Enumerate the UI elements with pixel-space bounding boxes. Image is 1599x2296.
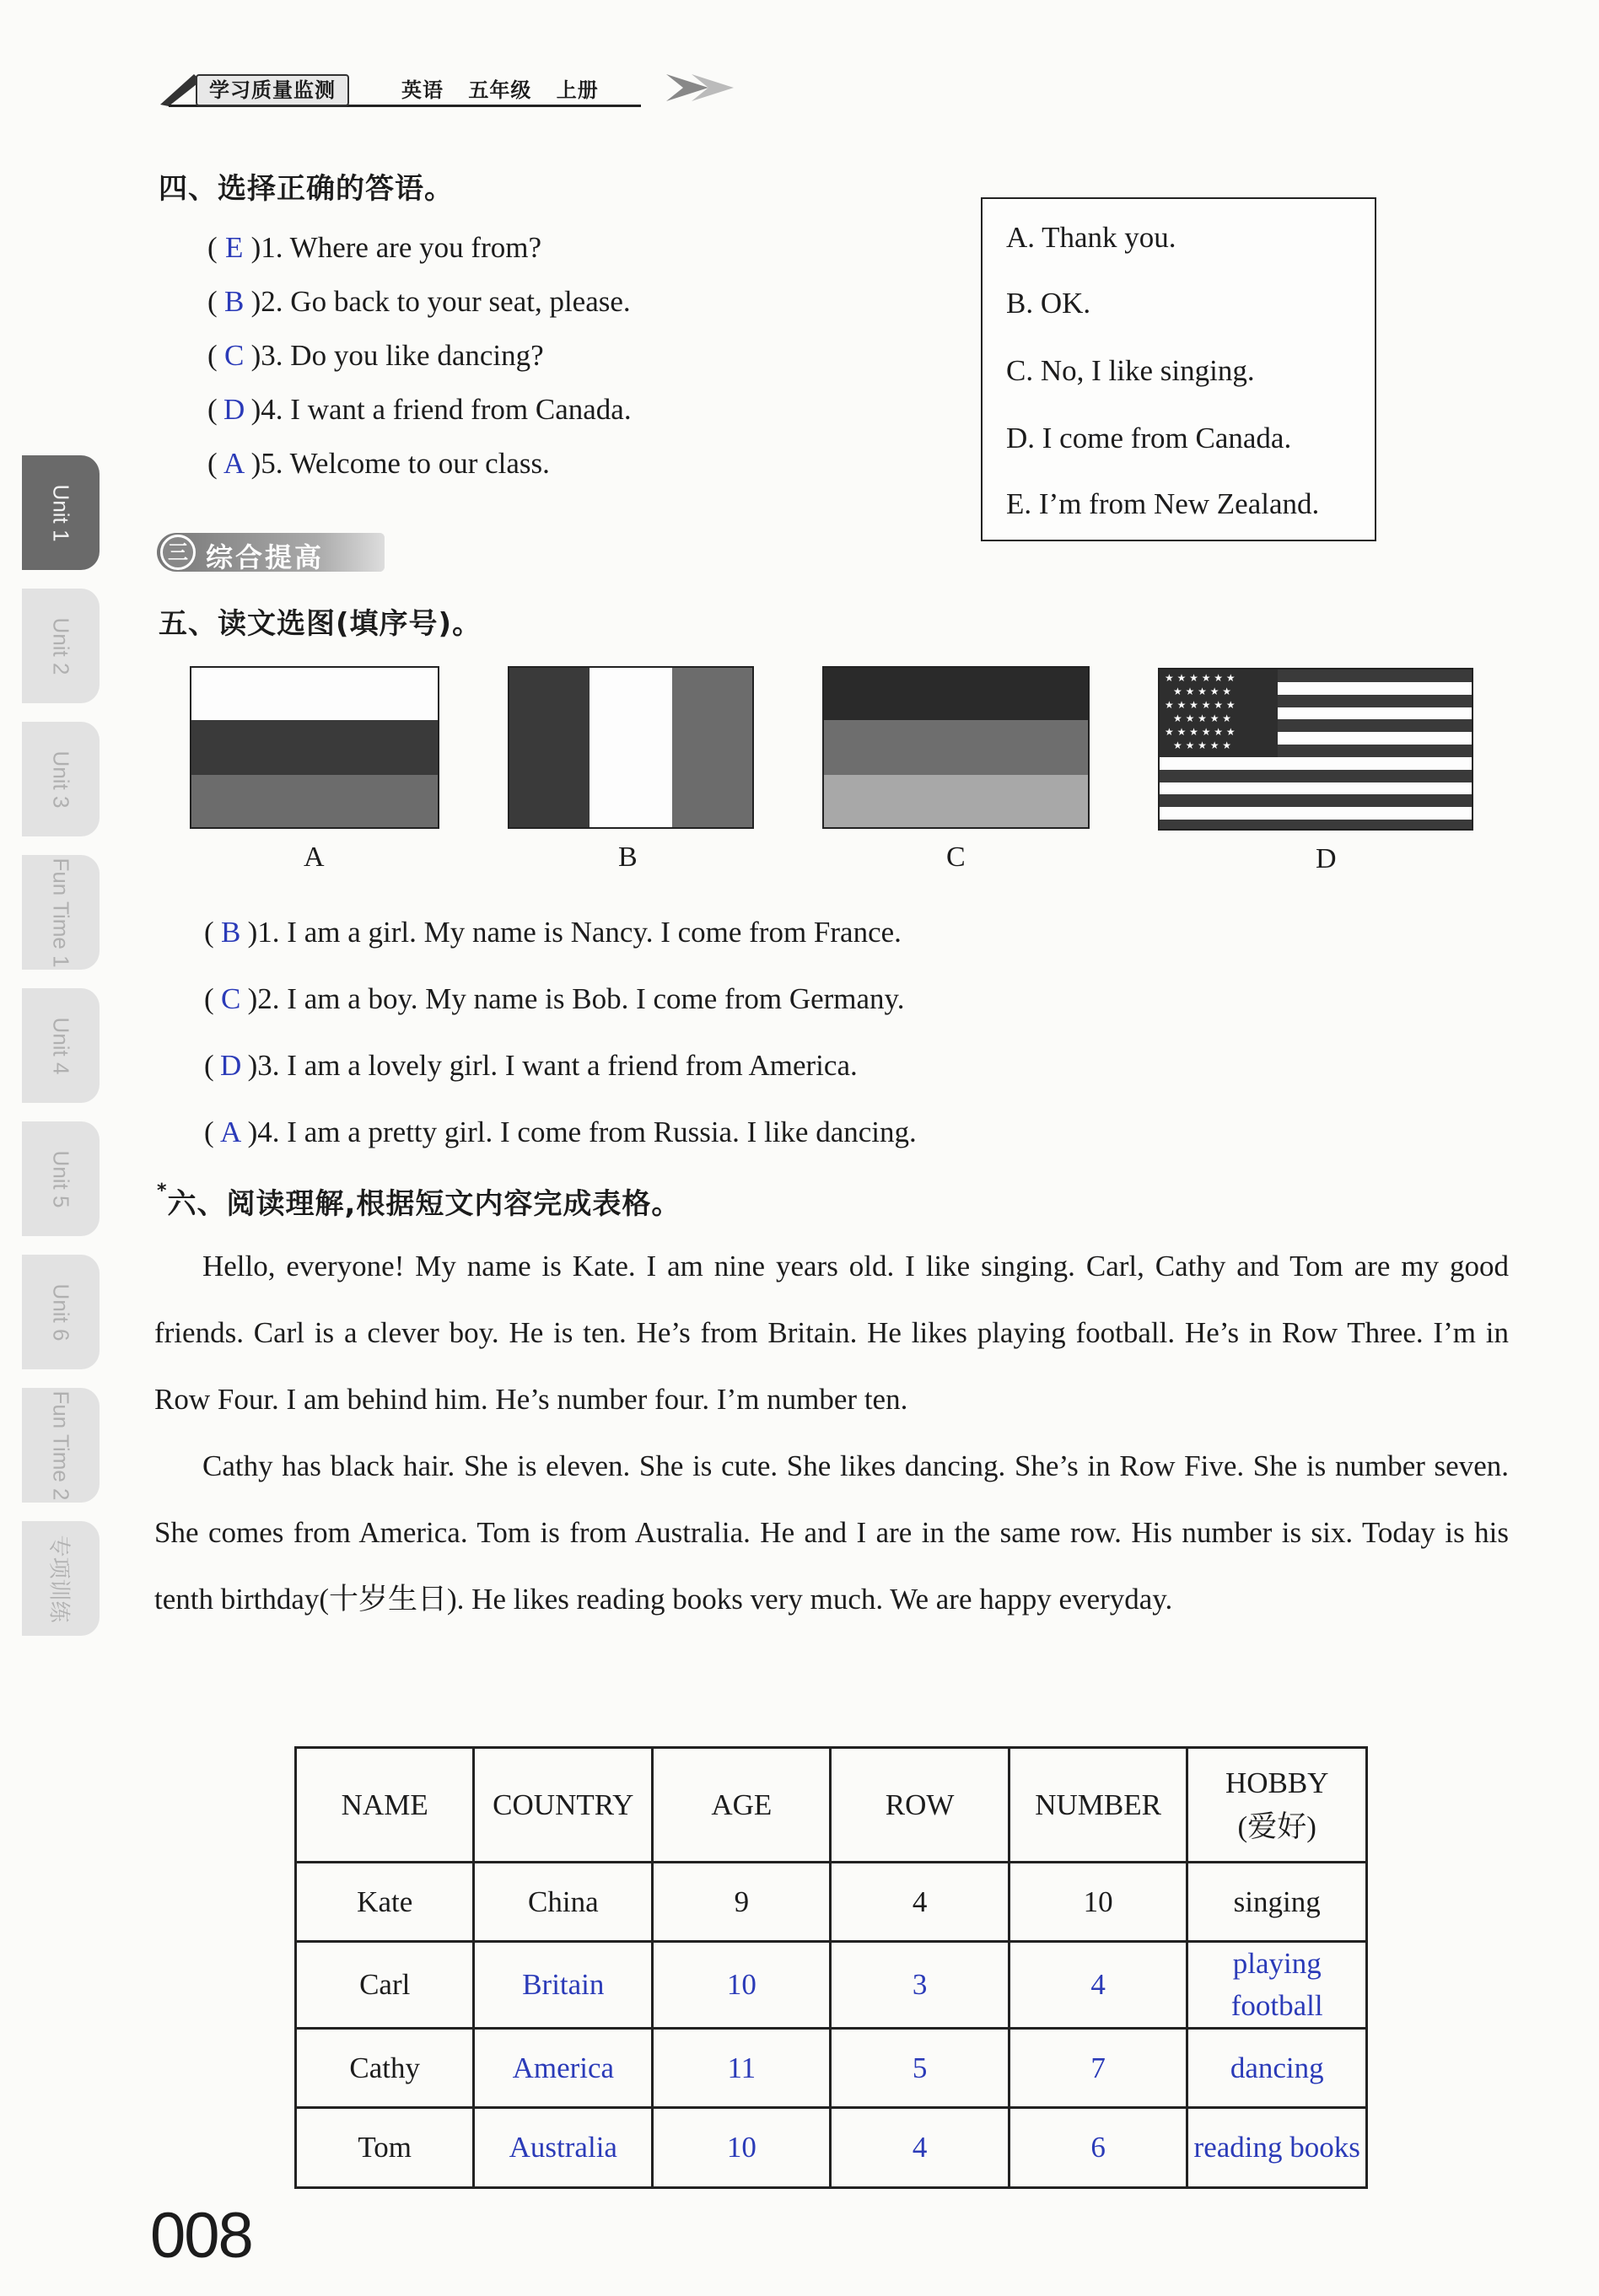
cell-name: Kate xyxy=(296,1863,474,1942)
answer: D xyxy=(220,1049,242,1082)
tab-unit-1[interactable] xyxy=(22,455,100,570)
tab-unit-2[interactable] xyxy=(22,589,100,703)
svg-text:★ ★ ★ ★ ★ ★: ★ ★ ★ ★ ★ ★ xyxy=(1165,699,1236,711)
answer: D xyxy=(223,393,245,426)
optional-star: * xyxy=(157,1180,168,1202)
answer: A xyxy=(223,447,245,480)
question-text: )4. I am a pretty girl. I come from Russia. I like dancing. xyxy=(247,1116,917,1148)
option-c: C. No, I like singing. xyxy=(1006,354,1255,387)
cell-hobby-line-2: football xyxy=(1230,1989,1323,2022)
tab-label: Unit 5 xyxy=(48,1150,74,1207)
reading-passage xyxy=(154,1233,1509,1632)
usa-flag-graphic xyxy=(1160,669,1473,831)
cell-row: 4 xyxy=(831,1863,1009,1942)
flag-label-c: C xyxy=(946,842,966,873)
section-4-title: 四、选择正确的答语。 xyxy=(159,172,454,206)
svg-text:★ ★ ★ ★ ★ ★: ★ ★ ★ ★ ★ ★ xyxy=(1165,672,1236,684)
flag-usa xyxy=(1158,668,1473,831)
flag-russia xyxy=(190,666,439,829)
cell-hobby-line-1: playing xyxy=(1232,1947,1322,1980)
cell-hobby: singing xyxy=(1187,1863,1367,1942)
answer: A xyxy=(220,1116,242,1148)
question-text: )3. I am a lovely girl. I want a friend from America. xyxy=(247,1049,858,1082)
header-country: COUNTRY xyxy=(474,1748,653,1863)
cell-number: 7 xyxy=(1009,2029,1187,2108)
header-hobby xyxy=(1187,1748,1367,1863)
passage-paragraph-1: Hello, everyone! My name is Kate. I am nine years old. I like singing. Carl, Cathy and Tom are my good friends. Carl is a clever boy. He is ten. He’s from Britain. He likes playing football. He’s in Row Three. I’m in Row Four. I am behind him. He’s number four. I’m number ten. xyxy=(154,1250,1509,1416)
tab-fun-time-2[interactable] xyxy=(22,1388,100,1503)
cell-row: 4 xyxy=(831,2108,1009,2188)
cell-country: Australia xyxy=(474,2108,653,2188)
tab-label: Unit 3 xyxy=(48,750,74,808)
flag-germany xyxy=(822,666,1090,829)
page-number: 008 xyxy=(150,2200,252,2272)
s4-question-3: ( C )3. Do you like dancing? xyxy=(207,339,544,372)
table-row xyxy=(296,2108,1367,2188)
book-title: 学习质量监测 xyxy=(196,74,349,106)
header-number: NUMBER xyxy=(1009,1748,1187,1863)
tab-label: Unit 2 xyxy=(48,617,74,675)
cell-hobby xyxy=(1187,1942,1367,2029)
tab-label: 专项训练 xyxy=(46,1534,73,1623)
cell-row: 3 xyxy=(831,1942,1009,2029)
section-6-title xyxy=(157,1180,681,1222)
tab-label: Fun Time 2 xyxy=(48,1390,74,1501)
cell-name: Cathy xyxy=(296,2029,474,2108)
cell-age: 10 xyxy=(653,1942,831,2029)
tab-unit-3[interactable] xyxy=(22,722,100,836)
header-volume: 上册 xyxy=(556,78,599,102)
header-grade: 五年级 xyxy=(468,78,532,102)
header-hobby-zh: (爱好) xyxy=(1237,1809,1316,1843)
header-subtitle xyxy=(401,76,616,105)
option-e: E. I’m from New Zealand. xyxy=(1006,487,1320,520)
s4-question-5: ( A )5. Welcome to our class. xyxy=(207,447,550,480)
svg-text:★ ★ ★ ★ ★: ★ ★ ★ ★ ★ xyxy=(1173,686,1232,697)
options-box xyxy=(981,197,1376,541)
cell-age: 9 xyxy=(653,1863,831,1942)
tab-label: Unit 4 xyxy=(48,1017,74,1074)
tab-fun-time-1[interactable] xyxy=(22,855,100,970)
answer: B xyxy=(223,285,245,318)
table-row xyxy=(296,2029,1367,2108)
cell-hobby: dancing xyxy=(1187,2029,1367,2108)
passage-paragraph-2: Cathy has black hair. She is eleven. She is cute. She likes dancing. She’s in Row Five. She is number seven. She comes from America. Tom is from Australia. He and I are in the same row. His number is six. Today is his tenth birthday(十岁生日). He likes reading books very much. We are happy everyday. xyxy=(154,1449,1509,1616)
cell-name: Tom xyxy=(296,2108,474,2188)
cell-hobby: reading books xyxy=(1187,2108,1367,2188)
s4-question-2: ( B )2. Go back to your seat, please. xyxy=(207,285,631,318)
s5-question-1: ( B )1. I am a girl. My name is Nancy. I come from France. xyxy=(204,916,902,949)
badge-number: 三 xyxy=(168,540,188,564)
cell-age: 11 xyxy=(653,2029,831,2108)
flag-label-b: B xyxy=(618,842,638,873)
flag-france xyxy=(508,666,754,829)
header-row: ROW xyxy=(831,1748,1009,1863)
badge-text: 综合提高 xyxy=(206,541,325,573)
question-text: )5. Welcome to our class. xyxy=(250,447,550,480)
tab-unit-5[interactable] xyxy=(22,1121,100,1236)
tab-unit-4[interactable] xyxy=(22,988,100,1103)
flag-label-a: A xyxy=(304,842,325,873)
s4-question-4: ( D )4. I want a friend from Canada. xyxy=(207,393,632,426)
header-subject: 英语 xyxy=(401,78,444,102)
option-d: D. I come from Canada. xyxy=(1006,422,1292,454)
cell-number: 6 xyxy=(1009,2108,1187,2188)
s5-question-3: ( D )3. I am a lovely girl. I want a friend from America. xyxy=(204,1049,858,1082)
cell-country: Britain xyxy=(474,1942,653,2029)
svg-text:★ ★ ★ ★ ★: ★ ★ ★ ★ ★ xyxy=(1173,739,1232,751)
svg-text:★ ★ ★ ★ ★ ★: ★ ★ ★ ★ ★ ★ xyxy=(1165,726,1236,738)
badge-circle xyxy=(160,535,196,570)
tab-special-training[interactable] xyxy=(22,1521,100,1636)
cell-name: Carl xyxy=(296,1942,474,2029)
option-b: B. OK. xyxy=(1006,287,1091,320)
cell-country: China xyxy=(474,1863,653,1942)
tab-unit-6[interactable] xyxy=(22,1255,100,1369)
flag-label-d: D xyxy=(1316,843,1337,874)
table-row xyxy=(296,1942,1367,2029)
header-name: NAME xyxy=(296,1748,474,1863)
question-text: )2. I am a boy. My name is Bob. I come from Germany. xyxy=(247,982,905,1015)
section-6-title-text: 六、阅读理解,根据短文内容完成表格。 xyxy=(167,1187,681,1221)
s5-question-4: ( A )4. I am a pretty girl. I come from Russia. I like dancing. xyxy=(204,1116,917,1148)
answer: B xyxy=(220,916,241,949)
header-age: AGE xyxy=(653,1748,831,1863)
cell-number: 10 xyxy=(1009,1863,1187,1942)
answer: E xyxy=(224,231,244,264)
cell-age: 10 xyxy=(653,2108,831,2188)
question-text: )4. I want a friend from Canada. xyxy=(250,393,632,426)
cell-row: 5 xyxy=(831,2029,1009,2108)
tab-label: Fun Time 1 xyxy=(48,857,74,968)
svg-text:★ ★ ★ ★ ★: ★ ★ ★ ★ ★ xyxy=(1173,712,1232,724)
s5-question-2: ( C )2. I am a boy. My name is Bob. I come from Germany. xyxy=(204,982,905,1015)
cell-country: America xyxy=(474,2029,653,2108)
table-header-row xyxy=(296,1748,1367,1863)
question-text: )1. Where are you from? xyxy=(250,231,541,264)
answer: C xyxy=(223,339,245,372)
tab-label: Unit 1 xyxy=(48,484,74,541)
header-hobby-en: HOBBY xyxy=(1225,1766,1329,1799)
info-table xyxy=(294,1746,1368,2189)
question-text: )1. I am a girl. My name is Nancy. I come from France. xyxy=(247,916,902,949)
option-a: A. Thank you. xyxy=(1006,221,1176,254)
s4-question-1: ( E )1. Where are you from? xyxy=(207,231,541,264)
section-5-title: 五、读文选图(填序号)。 xyxy=(159,607,482,641)
tab-label: Unit 6 xyxy=(48,1283,74,1341)
question-text: )3. Do you like dancing? xyxy=(250,339,544,372)
question-text: )2. Go back to your seat, please. xyxy=(250,285,631,318)
table-row xyxy=(296,1863,1367,1942)
answer: C xyxy=(220,982,241,1015)
cell-number: 4 xyxy=(1009,1942,1187,2029)
